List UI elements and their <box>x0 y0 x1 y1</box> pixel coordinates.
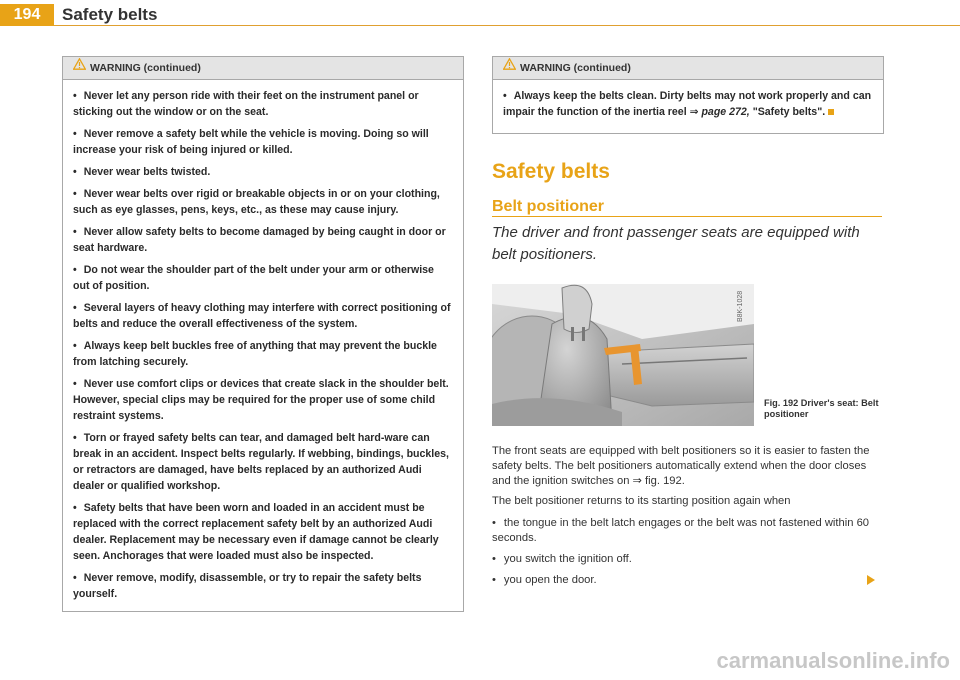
left-warning-title: WARNING (continued) <box>90 62 201 74</box>
figure-caption: Fig. 192 Driver's seat: Belt positioner <box>764 398 879 419</box>
right-warning-title: WARNING (continued) <box>520 62 631 74</box>
page-reference-link[interactable]: page 272, <box>701 106 750 118</box>
warning-item: • Never remove a safety belt while the vehicle is moving. Doing so will increase your risk of being injured or killed. <box>73 128 429 156</box>
figure-code: B8K-1028 <box>737 290 744 322</box>
list-item: • you open the door. <box>492 574 597 586</box>
right-warning-header <box>493 57 883 80</box>
warning-item: • Several layers of heavy clothing may interfere with correct positioning of belts and reduce the overall effectiveness of the system. <box>73 302 451 330</box>
main-heading: Safety belts <box>492 160 610 183</box>
reference-arrow: ⇒ <box>689 106 699 118</box>
warning-item: • Never wear belts twisted. <box>73 166 211 178</box>
continue-arrow-icon <box>866 573 876 591</box>
warning-item: • Torn or frayed safety belts can tear, and damaged belt hard-ware can break in an accident. Inspect belts regularly. If webbing, bindings, buckles, or retractors are damaged, have belts replaced by an authorized Audi dealer or qualified workshop. <box>73 432 449 492</box>
left-warning-list <box>63 80 463 614</box>
left-warning-header <box>63 57 463 80</box>
right-warning-box <box>492 56 884 134</box>
subheading-divider <box>492 216 882 217</box>
section-title: Safety belts <box>62 5 158 24</box>
warning-item: • Never use comfort clips or devices that create slack in the shoulder belt. However, special clips may be required for the proper use of some child restraint systems. <box>73 378 449 422</box>
subheading: Belt positioner <box>492 198 605 215</box>
intro-text: The driver and front passenger seats are equipped with belt positioners. <box>492 224 860 263</box>
left-warning-box <box>62 56 464 612</box>
list-item: • you switch the ignition off. <box>492 553 632 565</box>
belt-positioner-figure <box>492 284 754 426</box>
body-paragraph: The front seats are equipped with belt positioners so it is easier to fasten the safety belts. The belt positioners automatically extend when the door closes and the ignition switches on ⇒ fig. 192. <box>492 445 870 487</box>
warning-triangle-icon <box>503 56 516 78</box>
warning-triangle-icon <box>73 56 86 78</box>
watermark: carmanualsonline.info <box>716 648 950 673</box>
page-header <box>0 0 960 28</box>
page-number: 194 <box>0 4 54 26</box>
body-paragraph: The belt positioner returns to its starting position again when <box>492 495 791 507</box>
warning-item: • Always keep belt buckles free of anything that may prevent the buckle from latching securely. <box>73 340 437 368</box>
warning-item: • Never remove, modify, disassemble, or try to repair the safety belts yourself. <box>73 572 422 600</box>
warning-item: • Never let any person ride with their feet on the instrument panel or sticking out the window or on the seat. <box>73 90 419 118</box>
warning-item: • Never wear belts over rigid or breakable objects in or on your clothing, such as eye glasses, pens, keys, etc., as these may cause injury. <box>73 188 440 216</box>
header-divider <box>54 25 960 26</box>
warning-item: • Safety belts that have been worn and loaded in an accident must be replaced with the correct replacement safety belt by an authorized Audi dealer. Replacement may be necessary even if damage cannot be clearly seen. Anchorages that were loaded must also be inspected. <box>73 502 439 562</box>
warning-item: • Never allow safety belts to become damaged by being caught in door or seat hardware. <box>73 226 446 254</box>
warning-item: • Do not wear the shoulder part of the belt under your arm or otherwise out of position. <box>73 264 434 292</box>
end-of-section-icon <box>828 109 834 115</box>
list-item: • the tongue in the belt latch engages or the belt was not fastened within 60 seconds. <box>492 517 870 544</box>
warning-item: • Always keep the belts clean. Dirty belts may not work properly and can impair the function of the inertia reel ⇒ page 272, "Safety belts". <box>503 90 872 118</box>
reference-title: "Safety belts". <box>752 106 826 118</box>
